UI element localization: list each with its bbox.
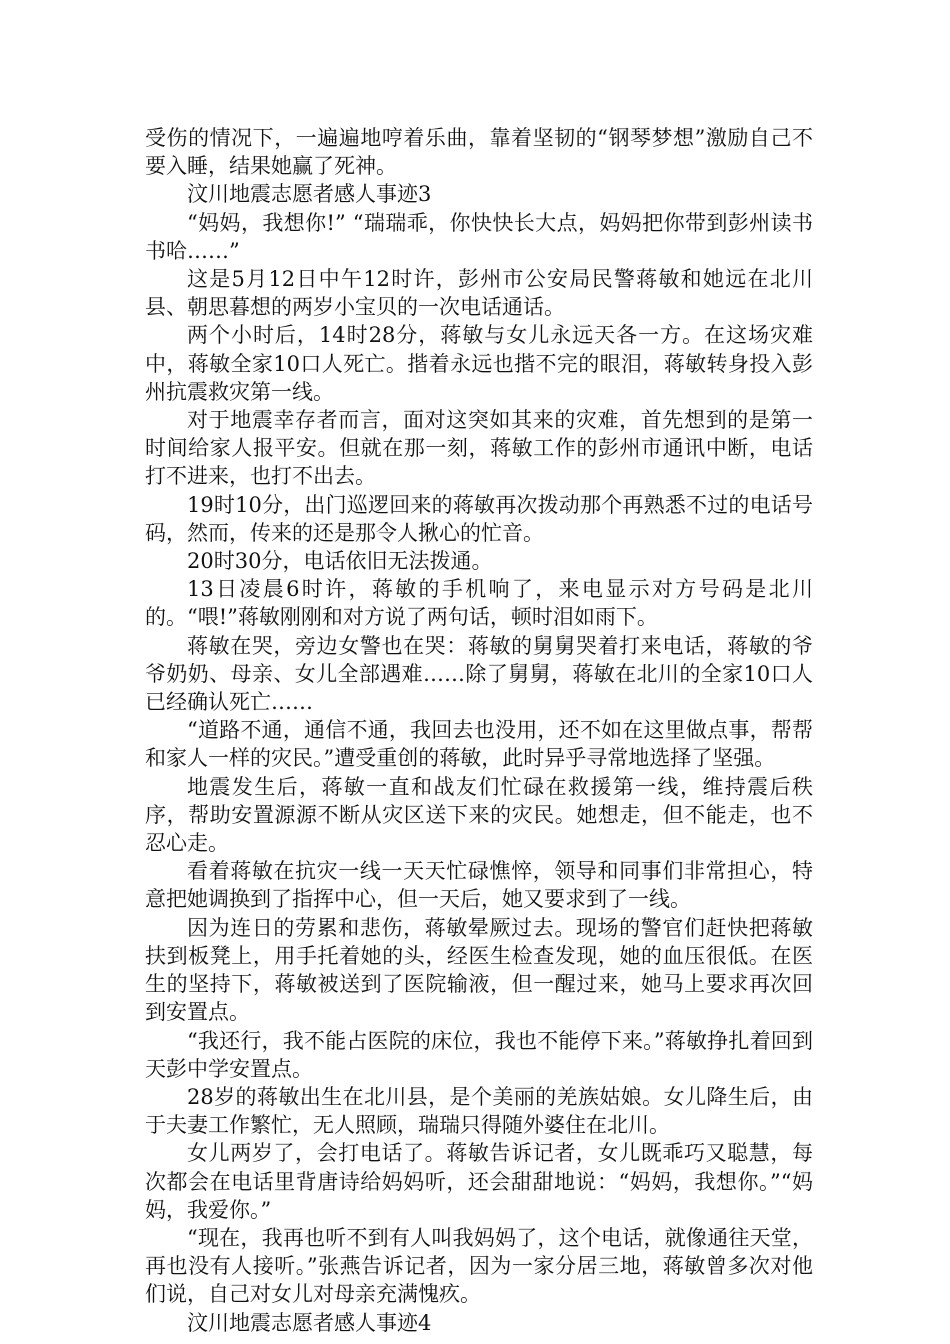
paragraph: 20时30分，电话依旧无法拨通。: [187, 549, 493, 574]
section-heading-4: 汶川地震志愿者感人事迹4: [187, 1310, 432, 1335]
paragraph: 两个小时后，14时28分，蒋敏与女儿永远天各一方。在这场灾难中，蒋敏全家10口人死亡。揩着永远也揩不完的眼泪，蒋敏转身投入彭州抗震救灾第一线。: [145, 323, 813, 404]
paragraph: “我还行，我不能占医院的床位，我也不能停下来。”蒋敏挣扎着回到天彭中学安置点。: [145, 1028, 813, 1081]
section-heading-3: 汶川地震志愿者感人事迹3: [187, 182, 432, 207]
paragraph: 地震发生后，蒋敏一直和战友们忙碌在救援第一线，维持震后秩序，帮助安置源源不断从灾区送下来的灾民。她想走，但不能走，也不忍心走。: [145, 774, 813, 856]
paragraph: 蒋敏在哭，旁边女警也在哭：蒋敏的舅舅哭着打来电话，蒋敏的爷爷奶奶、母亲、女儿全部遇难……除了舅舅，蒋敏在北川的全家10口人已经确认死亡……: [145, 633, 813, 715]
paragraph: “现在，我再也听不到有人叫我妈妈了，这个电话，就像通往天堂，再也没有人接听。”张燕告诉记者，因为一家分居三地，蒋敏曾多次对他们说，自己对女儿对母亲充满愧疚。: [145, 1225, 813, 1307]
document-body: [145, 124, 813, 1337]
paragraph: 对于地震幸存者而言，面对这突如其来的灾难，首先想到的是第一时间给家人报平安。但就在那一刻，蒋敏工作的彭州市通讯中断，电话打不进来，也打不出去。: [145, 408, 813, 489]
paragraph: 28岁的蒋敏出生在北川县，是个美丽的羌族姑娘。女儿降生后，由于夫妻工作繁忙，无人照顾，瑞瑞只得随外婆住在北川。: [145, 1084, 813, 1138]
paragraph: 女儿两岁了，会打电话了。蒋敏告诉记者，女儿既乖巧又聪慧，每次都会在电话里背唐诗给妈妈听，还会甜甜地说：“妈妈，我想你。”“妈妈，我爱你。”: [145, 1141, 813, 1222]
paragraph: 这是5月12日中午12时许，彭州市公安局民警蒋敏和她远在北川县、朝思暮想的两岁小宝贝的一次电话通话。: [145, 267, 813, 320]
paragraph: 13日凌晨6时许，蒋敏的手机响了，来电显示对方号码是北川的。“喂!”蒋敏刚刚和对方说了两句话，顿时泪如雨下。: [145, 577, 813, 630]
paragraph: 因为连日的劳累和悲伤，蒋敏晕厥过去。现场的警官们赶快把蒋敏扶到板凳上，用手托着她的头，经医生检查发现，她的血压很低。在医生的坚持下，蒋敏被送到了医院输液，但一醒过来，她马上要求再次回到安置点。: [145, 915, 813, 1025]
paragraph: “道路不通，通信不通，我回去也没用，还不如在这里做点事，帮帮和家人一样的灾民。”遭受重创的蒋敏，此时异乎寻常地选择了坚强。: [145, 718, 813, 771]
paragraph: 19时10分，出门巡逻回来的蒋敏再次拨动那个再熟悉不过的电话号码，然而，传来的还是那令人揪心的忙音。: [145, 492, 813, 545]
paragraph: 看着蒋敏在抗灾一线一天天忙碌憔悴，领导和同事们非常担心，特意把她调换到了指挥中心，但一天后，她又要求到了一线。: [145, 859, 813, 912]
paragraph: “妈妈，我想你!” “瑞瑞乖，你快快长大点，妈妈把你带到彭州读书书哈……”: [145, 210, 813, 263]
paragraph-continuation: 受伤的情况下，一遍遍地哼着乐曲，靠着坚韧的“钢琴梦想”激励自己不要入睡，结果她赢了死神。: [145, 126, 813, 179]
